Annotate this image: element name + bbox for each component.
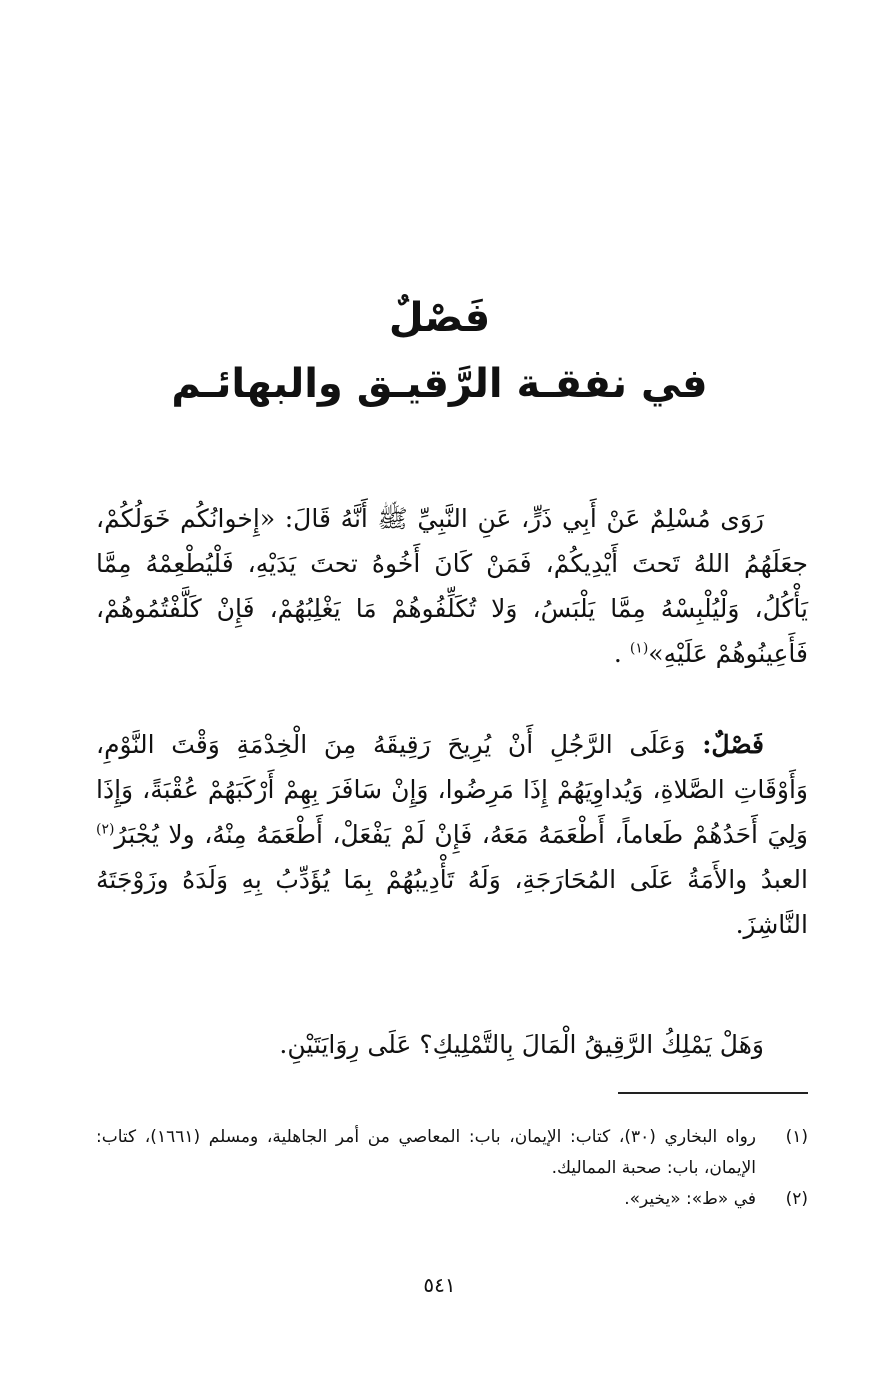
footnote-item-1 (96, 1122, 808, 1184)
footnote-separator (618, 1092, 808, 1094)
section-subtitle: في نفقـة الرَّقيـق والبهائـم (171, 361, 708, 407)
footnote-number: (٢) (785, 1189, 808, 1209)
footnote-text: في «ط»: «يخير». (624, 1189, 756, 1209)
paragraph-hadith (96, 496, 808, 676)
question-text: وَهَلْ يَمْلِكُ الرَّقِيقُ الْمَالَ بِالتَّمْلِيكِ؟ عَلَى رِوَايَتَيْنِ. (279, 1030, 764, 1059)
hadith-text: رَوَى مُسْلِمٌ عَنْ أَبِي ذَرٍّ، عَنِ النَّبِيِّ ﷺ أَنَّهُ قَالَ: «إِخوانُكُم خَوَلُكُمْ، جعَلَهُمُ اللهُ تَحتَ أَيْدِيكُمْ، فَمَنْ كَانَ أَخُوهُ تحتَ يَدَيْهِ، فَلْيُطْعِمْهُ مِمَّا يَأْكُلُ، وَلْيُلْبِسْهُ مِمَّا يَلْبَسُ، وَلا تُكَلِّفُوهُمْ مَا يَغْلِبُهُمْ، فَإِنْ كَلَّفْتُمُوهُمْ، فَأَعِينُوهُمْ عَلَيْهِ» (96, 504, 808, 668)
footnote-ref-1[interactable]: (١) (629, 640, 649, 657)
footnote-text: رواه البخاري (٣٠)، كتاب: الإيمان، باب: المعاصي من أمر الجاهلية، ومسلم (١٦٦١)، كتاب: الإيمان، باب: صحبة المماليك. (96, 1127, 756, 1178)
rulings-text-a: وَعَلَى الرَّجُلِ أَنْ يُرِيحَ رَقِيقَهُ مِنَ الْخِدْمَةِ وَقْتَ النَّوْمِ، وَأَوْقَاتِ الصَّلاةِ، وَيُداوِيَهُمْ إِذَا مَرِضُوا، وَإِنْ سَافَرَ بِهِمْ أَرْكَبَهُمْ عُقْبَةً، وَإِذَا وَلِيَ أَحَدُهُمْ طَعاماً، أَطْعَمَهُ مَعَهُ، فَإِنْ لَمْ يَفْعَلْ، أَطْعَمَهُ مِنْهُ، ولا يُجْبَرُ (96, 730, 808, 849)
paragraph-rulings (96, 722, 808, 947)
footnote-number: (١) (785, 1127, 808, 1147)
paragraph-question (96, 1022, 808, 1067)
footnote-item-2 (96, 1184, 808, 1215)
paragraph-lead-word: فَصْلٌ: (702, 730, 764, 759)
footnotes (96, 1122, 808, 1215)
page-number: ٥٤١ (423, 1273, 456, 1297)
rulings-text-b: العبدُ والأَمَةُ عَلَى المُحَارَجَةِ، وَلَهُ تَأْدِيبُهُمْ بِمَا يُؤَدِّبُ بِهِ وَلَدَهُ وزَوْجَتَهُ النَّاشِزَ. (96, 865, 808, 939)
paragraph-end: . (613, 639, 630, 668)
section-title: فَصْلٌ (388, 295, 491, 341)
footnote-ref-2[interactable]: (٢) (96, 821, 115, 838)
